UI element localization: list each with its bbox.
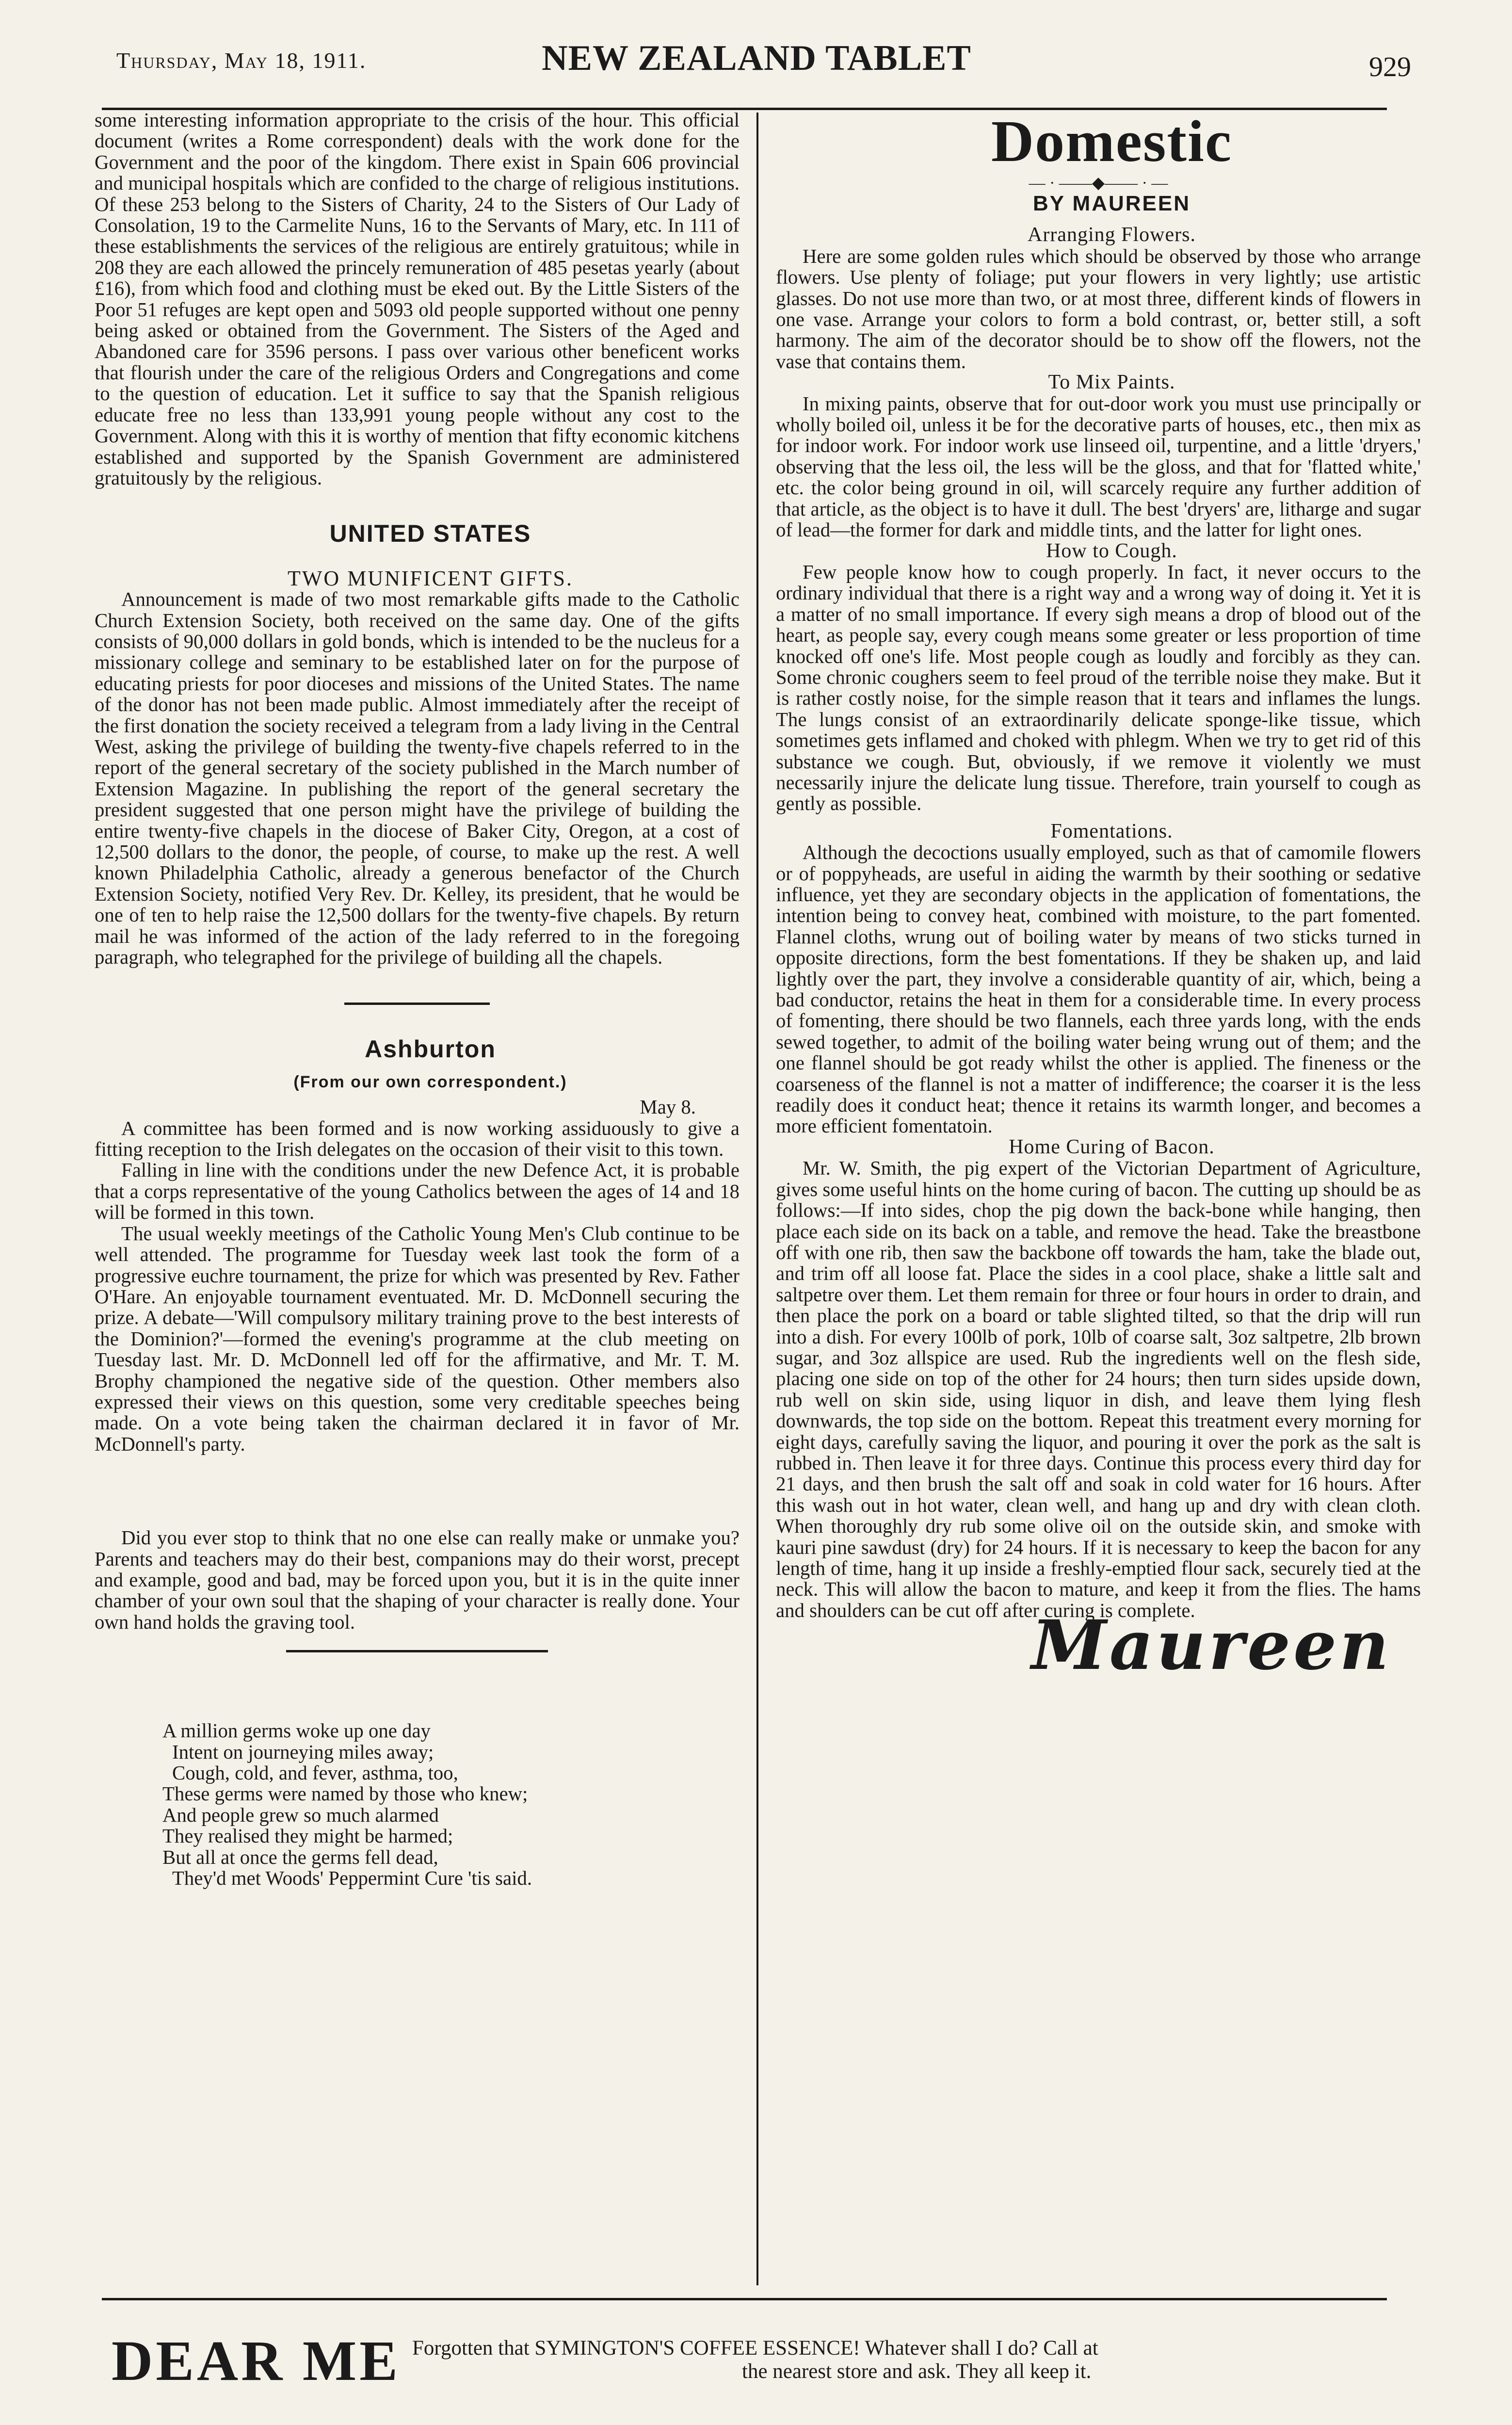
ornament-rule: — · ——◆—— · — [1029,174,1168,192]
column-divider [756,113,758,2285]
page-number: 929 [1369,51,1411,82]
subhead-fomentations: Fomentations. [1050,820,1173,842]
poem-line: These germs were named by those who knew; [162,1783,528,1805]
us-article-text: Announcement is made of two most remarkable gifts made to the Catholic Church Extension Society, both received on the same day. One of the gifts consists of 90,000 dollars in gold bonds, which is intended to be the nucleus for a missionary college and seminary to be established later on for the purpose of educating priests for poor dioceses and missions of the United States. The name of the donor has not been made public. Almost immediately after the receipt of the first donation the society received a telegram from a lady living in the Central West, asking the privilege of building the twenty-five chapels referred to in the report of the general secretary of the society published in the March number of Extension Magazine. In publishing the report of the general secretary the president suggested that one person might have the privilege of building the entire twenty-five chapels in the diocese of Baker City, Oregon, at a cost of 12,500 dollars to the donor, the people, of course, to make up the rest. A well known Philadelphia Catholic, already a generous benefactor of the Church Extension Society, notified Very Rev. Dr. Kelley, its president, that he would be one of ten to help raise the 12,500 dollars for the twenty-five chapels. By return mail he was informed of the action of the lady referred to in the foregoing paragraph, who telegraphed for the privilege of building all the chapels. [95,588,740,969]
right-column [776,109,1421,1686]
domestic-title: Domestic [991,109,1233,174]
byline: BY MAUREEN [1032,192,1190,215]
ad-line-2: the nearest store and ask. They all keep it. [742,2360,1092,2383]
bacon-curing-text: Mr. W. Smith, the pig expert of the Victorian Department of Agriculture, gives some useful hints on the home curing of bacon. The cutting up should be as follows:—If into sides, chop the pig down the back-bone while hanging, then place each side on its back on a table, and remove the head. Take the breastbone off with one rib, then saw the backbone off towards the ham, take the blade out, and trim off all loose fat. Place the sides in a cool place, shake a little salt and saltpetre over them. Let them remain for three or four hours in order to drain, and then place the pork on a board or table slighted tilted, so that the drip will run into a dish. For every 100lb of pork, 10lb of coarse salt, 3oz saltpetre, 2lb brown sugar, and 3oz allspice are used. Rub the ingredients well on the flesh side, placing one side on top of the other for 24 hours; then turn sides upside down, rub well on skin side, using liquor in dish, and leave them lying flesh downwards, the top side on the bottom. Repeat this treatment every morning for eight days, carefully saving the liquor, and pouring it over the pork as the salt is rubbed in. Then leave it for three days. Continue this process every third day for 21 days, and then brush the salt off and soak in cold water for 16 hours. After this wash out in hot water, clean well, and hang up and dry with clean cloth. When thoroughly dry rub some olive oil on the outside skin, and smoke with kauri pine sawdust (dry) for 24 hours. If it is necessary to keep the bacon for any length of time, hang it up inside a freshly-emptied flour sack, securely tied at the neck. This will allow the bacon to mature, and keep it from the flies. The hams and shoulders can be cut off after curing is complete. [776,1157,1421,1621]
ad-headline: DEAR ME [112,2329,401,2393]
ashburton-dateline: May 8. [640,1096,696,1118]
fomentations-text: Although the decoctions usually employed, such as that of camomile flowers or of poppyheads, are useful in aiding the warmth by their soothing or sedative influence, yet they are secondary objects in the application of fomentations, the intention being to convey heat, combined with moisture, to the part fomented. Flannel cloths, wrung out of boiling water by means of two sticks turned in opposite directions, form the best fomentations. If they be shaken up, and laid lightly over the part, they involve a considerable quantity of air, which, being a bad conductor, retains the heat in them for a considerable time. In every process of fomenting, there should be two flannels, each three yards long, with the ends sewed together, to admit of the boiling water being wrung out of them; and the one flannel should be got ready whilst the other is applied. The fineness or the coarseness of the flannel is not a matter of indifference; the coarser it is the less readily does it conduct heat; thence it retains its warmth longer, and becomes a more efficient fomentatoin. [776,841,1421,1137]
subhead-bacon: Home Curing of Bacon. [1009,1135,1215,1158]
poem-line: Intent on journeying miles away; [172,1741,434,1763]
ashburton-paragraph: Falling in line with the conditions under the new Defence Act, it is probable that a corps representative of the young Catholics between the ages of 14 and 18 will be formed in this town. [95,1159,740,1224]
subhead-how-to-cough: How to Cough. [1046,539,1177,562]
germs-poem [95,1720,740,1889]
how-to-cough-text: Few people know how to cough properly. In fact, it never occurs to the ordinary individual that there is a right way and a wrong way of doing it. Yet it is a matter of no small importance. If every sigh means a drop of blood out of the heart, as people say, every cough means some greater or less proportion of time knocked off one's life. Most people cough as loudly and forcibly as they can. Some chronic coughers seem to feel proud of the terrible noise they make. But it is rather costly noise, for the simple reason that it tears and inflames the lungs. The lungs consist of an extraordinarily delicate sponge-like tissue, which sometimes gets inflamed and choked with phlegm. When we try to get rid of this substance we cough. But, obviously, if we remove it violently we must necessarily injure the delicate lung tissue. Therefore, train yourself to cough as gently as possible. [776,561,1421,815]
poem-line: They realised they might be harmed; [162,1825,453,1847]
poem-line: They'd met Woods' Peppermint Cure 'tis said. [172,1867,532,1890]
us-subheading: TWO MUNIFICENT GIFTS. [288,566,573,590]
subhead-mix-paints: To Mix Paints. [1048,371,1175,394]
footer-rule [102,2298,1387,2300]
poem-line: Cough, cold, and fever, asthma, too, [172,1762,458,1784]
subhead-arranging-flowers: Arranging Flowers. [1028,224,1196,246]
poem-line: And people grew so much alarmed [162,1804,439,1826]
ashburton-subheading: (From our own correspondent.) [293,1072,567,1091]
mix-paints-text: In mixing paints, observe that for out-door work you must use principally or wholly boiled oil, unless it be for the decorative parts of houses, etc., then mix as for indoor work. For indoor work use linseed oil, turpentine, and a little 'dryers,' observing that the less oil, the less will be the gloss, and that for 'flatted white,' etc. the color being ground in oil, will scarcely require any further addition of that article, as the object is to have it dull. The best 'dryers' are, litharge and sugar of lead—the former for dark and middle tints, and the latter for light ones. [776,392,1421,541]
maureen-signature: Maureen [1031,1606,1392,1686]
us-section-heading: UNITED STATES [329,520,531,548]
ashburton-paragraph: A committee has been formed and is now working assiduously to give a fitting reception to the Irish delegates on the occasion of their visit to this town. [95,1117,740,1161]
page-header [73,19,1440,112]
ashburton-paragraph: The usual weekly meetings of the Catholic Young Men's Club continue to be well attended. The programme for Tuesday week last took the form of a progressive euchre tournament, the prize for which was presented by Rev. Father O'Hare. An enjoyable tournament eventuated. Mr. D. McDonnell securing the prize. A debate—'Will compulsory military training prove to the best interests of the Dominion?'—formed the evening's programme at the club meeting on Tuesday last. Mr. D. McDonnell led off for the affirmative, and Mr. T. M. Brophy championed the negative side of the question. Other members also expressed their views on this question, some very creditable speeches being made. On a vote being taken the chairman declared it in favor of Mr. McDonnell's party. [95,1222,740,1455]
spain-article-text: some interesting information appropriate to the crisis of the hour. This official document (writes a Rome correspondent) deals with the work done for the Government and the poor of the kingdom. There exist in Spain 606 provincial and municipal hospitals which are confided to the charge of religious institutions. Of these 253 belong to the Sisters of Charity, 24 to the Sisters of Our Lady of Consolation, 19 to the Carmelite Nuns, 16 to the Servants of Mary, etc. In 111 of these establishments the services of the religious are entirely gratuitous; while in 208 they are each allowed the princely remuneration of 485 pesetas yearly (about £16), from which food and clothing must be eked out. By the Little Sisters of the Poor 51 refuges are kept open and 5093 old people supported without one penny being asked or obtained from the Government. The Sisters of the Aged and Abandoned care for 3596 persons. I pass over various other beneficent works that flourish under the care of the religious Orders and Congregations and come to the question of education. Let it suffice to say that the Spanish religious educate free no less than 133,991 young people without any cost to the Government. Along with this it is worthy of mention that fifty economic kitchens established and supported by the Spanish Government are administered gratuitously by the religious. [95,109,740,489]
poem-line: But all at once the germs fell dead, [162,1846,438,1868]
poem-line: A million germs woke up one day [162,1720,431,1742]
ashburton-heading: Ashburton [365,1035,496,1063]
issue-date: Thursday, May 18, 1911. [116,48,367,73]
footer-advertisement [73,2311,1440,2423]
left-column [95,110,740,1889]
masthead-title: NEW ZEALAND TABLET [542,38,971,78]
filler-paragraph: Did you ever stop to think that no one else can really make or unmake you? Parents and teachers may do their best, companions may do their worst, precept and example, good and bad, may be forced upon you, but it is in the quite inner chamber of your own soul that the shaping of your character is really done. Your own hand holds the graving tool. [95,1527,740,1633]
arranging-flowers-text: Here are some golden rules which should be observed by those who arrange flowers. Use plenty of foliage; put your flowers in very lightly; use artistic glasses. Do not use more than two, or at most three, different kinds of flowers in one vase. Arrange your colors to form a bold contrast, or, better still, a soft harmony. The aim of the decorator should be to show off the flowers, not the vase that contains them. [776,245,1421,372]
ad-line-1: Forgotten that SYMINGTON'S COFFEE ESSENCE! Whatever shall I do? Call at [412,2337,1098,2360]
